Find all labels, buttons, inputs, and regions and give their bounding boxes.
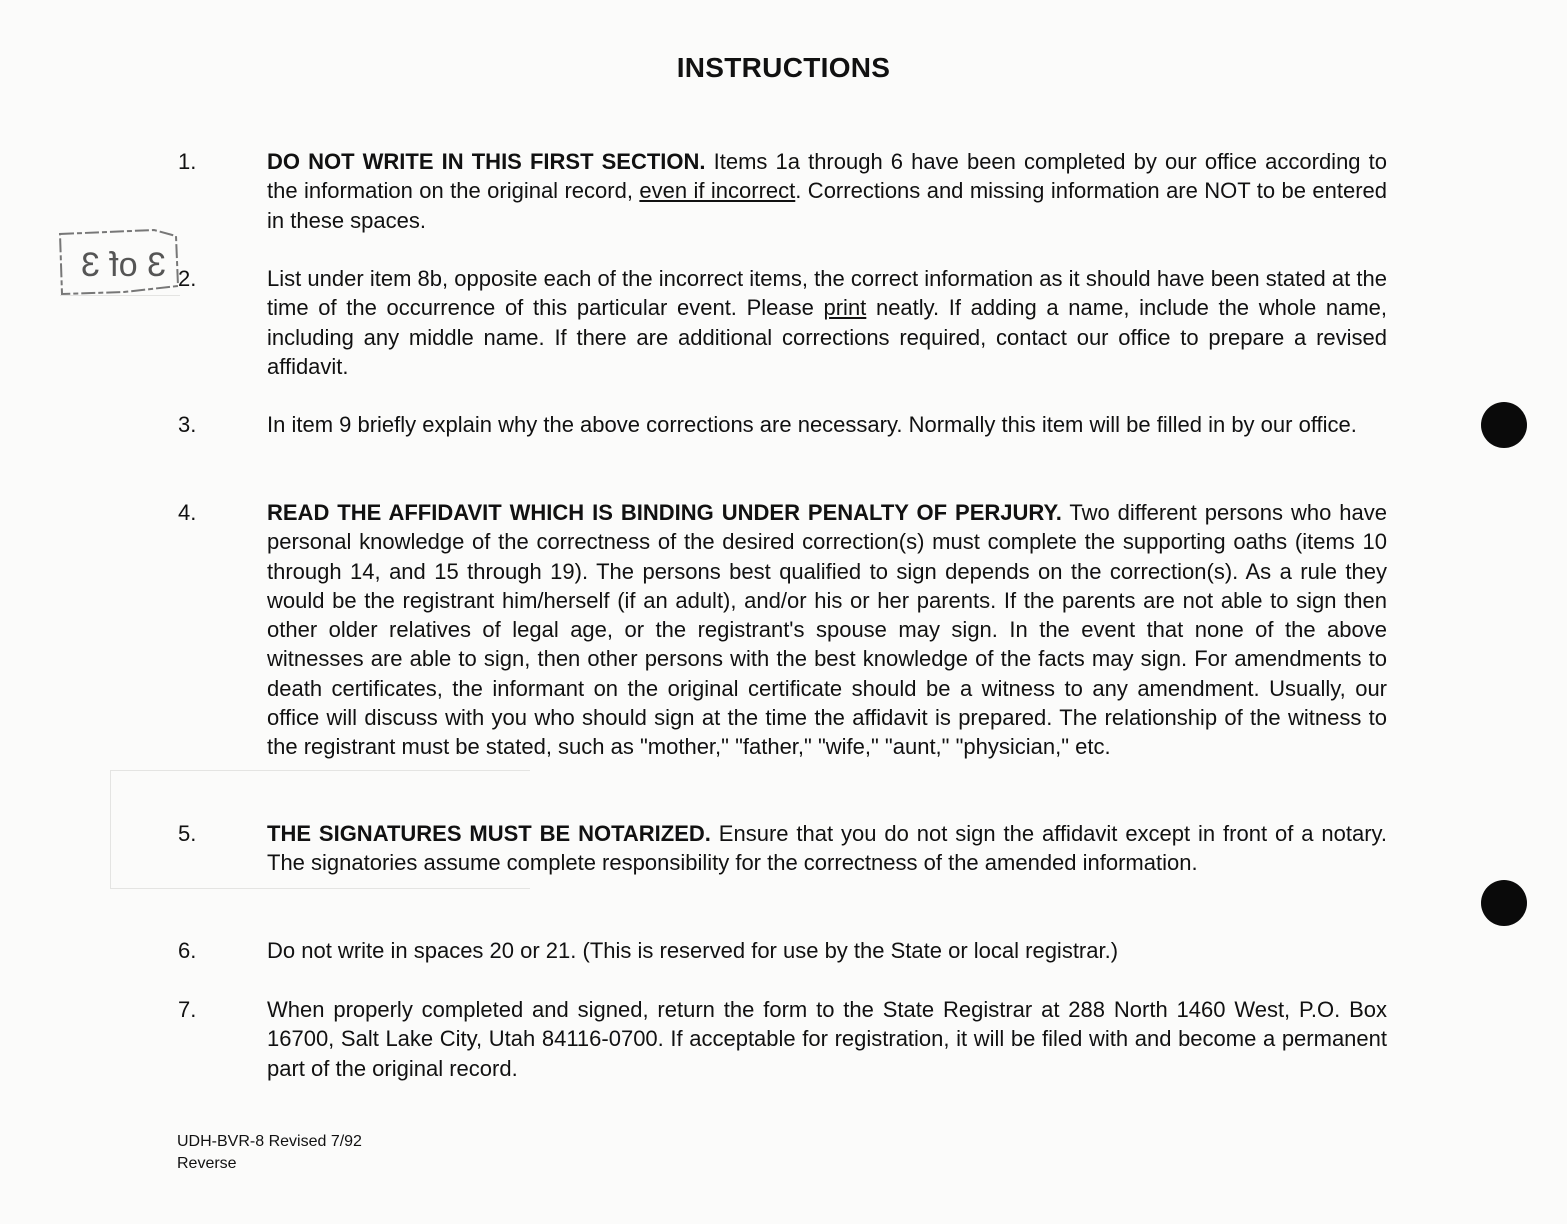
item-number: 7. [178,997,197,1022]
item-number: 1. [178,149,197,174]
item-text [267,498,1387,762]
bleed-line [110,888,530,889]
item-body: Items 1a through 6 have been completed by our office according to the information on the original record, [267,149,1387,204]
stamp-text: 3 of 3 [80,246,166,284]
item-text: When properly completed and signed, return the form to the State Registrar at 288 North 1460 West, P.O. Box 16700, Salt Lake City, Utah 84116-0700. If acceptable for registration, it will be filed with and become a permanent part of the original record. [267,997,1387,1081]
item-number: 4. [178,500,197,525]
item-underlined: print [823,295,867,321]
item-text: Do not write in spaces 20 or 21. (This is reserved for use by the State or local registrar.) [267,938,1119,963]
item-body: neatly. If adding a name, include the whole name, including any middle name. If there are additional corrections required, contact our office to prepare a revised affidavit. [267,295,1387,379]
item-text [267,147,1387,235]
item-number: 6. [178,938,197,963]
page-title: INSTRUCTIONS [676,52,891,83]
item-text [267,819,1387,878]
item-lead: THE SIGNATURES MUST BE NOTARIZED. [267,821,711,846]
page-count-stamp [54,226,182,298]
item-lead: READ THE AFFIDAVIT WHICH IS BINDING UNDER PENALTY OF PERJURY. [267,500,1062,525]
item-body: List under item 8b, opposite each of the incorrect items, the correct information as it should have been stated at the time of the occurrence of this particular event. Please [267,266,1387,321]
bleed-line [110,770,530,771]
item-body: Two different persons who have personal knowledge of the correctness of the desired correction(s) must complete the supporting oaths (items 10 through 14, and 15 through 19). The persons best qualified to sign depends on the correction(s). As a rule they would be the registrant him/herself (if an adult), and/or his or her parents. If the parents are not able to sign then other older relatives of legal age, or the registrant's spouse may sign. In the event that none of the above witnesses are able to sign, then other persons with the best knowledge of the facts may sign. For amendments to death certificates, the informant on the original certificate should be a witness to any amendment. Usually, our office will discuss with you who should sign at the time the affidavit is prepared. The relationship of the witness to the registrant must be stated, such as "mother," "father," "wife," "aunt," "physician," etc. [267,500,1387,760]
item-lead: DO NOT WRITE IN THIS FIRST SECTION. [267,149,706,174]
form-side: Reverse [177,1155,237,1172]
item-number: 5. [178,821,197,846]
bleed-line [110,770,111,888]
punch-hole [1481,880,1527,926]
item-body: . Corrections and missing information are NOT to be entered in these spaces. [267,178,1388,233]
form-footer [177,1131,362,1175]
item-text [267,264,1387,381]
item-text: In item 9 briefly explain why the above corrections are necessary. Normally this item will be filled in by our office. [267,412,1357,437]
item-number: 3. [178,412,197,437]
item-body: Ensure that you do not sign the affidavit except in front of a notary. The signatories assume complete responsibility for the correctness of the amended information. [267,821,1387,876]
item-number: 2. [178,266,197,291]
form-id: UDH-BVR-8 Revised 7/92 [177,1133,362,1150]
punch-hole [1481,402,1527,448]
item-underlined: even if incorrect [639,178,796,204]
